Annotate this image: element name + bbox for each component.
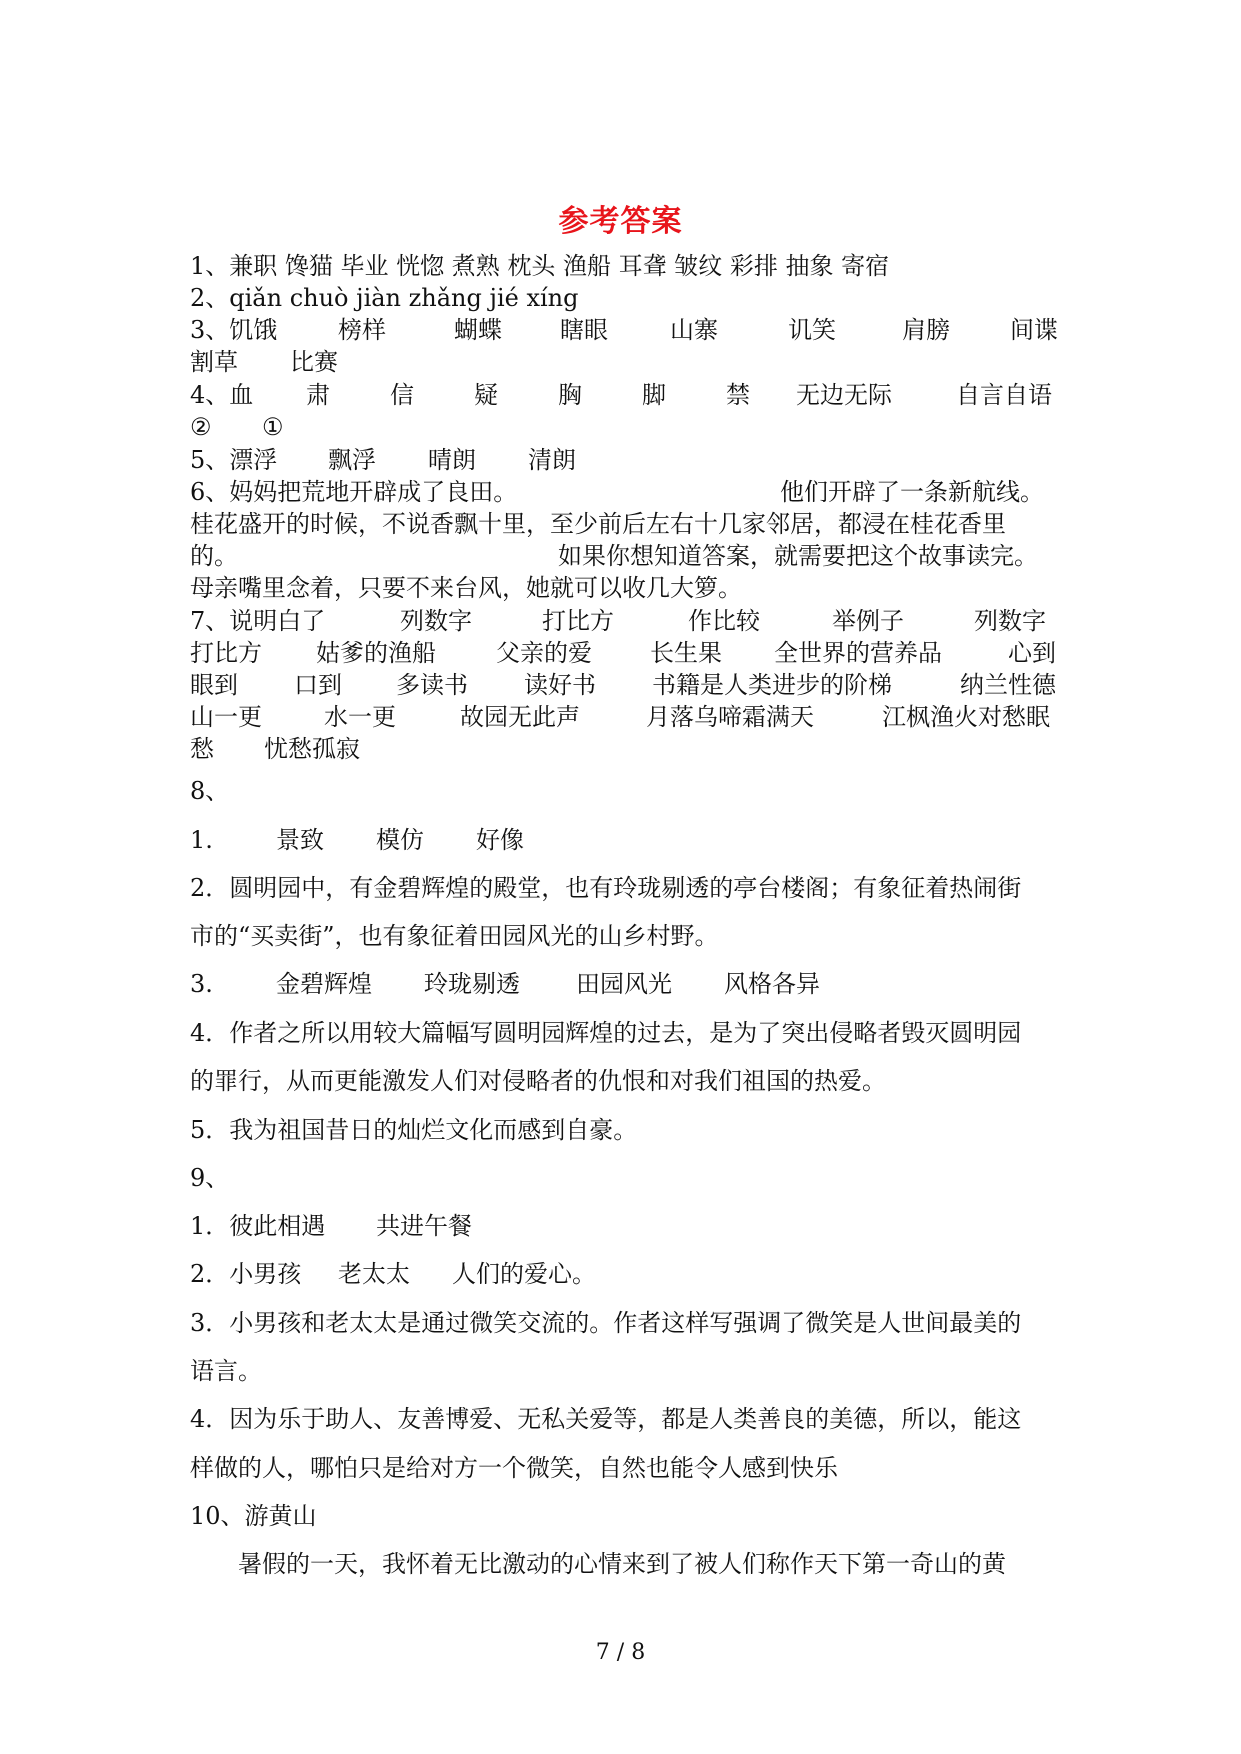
- term: 无边无际: [796, 381, 892, 409]
- term: 信: [390, 381, 414, 409]
- term: 月落乌啼霜满天: [646, 703, 814, 731]
- answer-8-4-line2: 的罪行，从而更能激发人们对侵略者的仇恨和对我们祖国的热爱。: [190, 1067, 886, 1095]
- answer-8-2-line2: 市的“买卖街”，也有象征着田园风光的山乡村野。: [190, 922, 719, 950]
- answer-10-heading: 10、游黄山: [190, 1502, 317, 1530]
- term: 肃: [306, 381, 330, 409]
- term: 打比方: [190, 639, 262, 667]
- answer-1: 1、兼职 馋猫 毕业 恍惚 煮熟 枕头 渔船 耳聋 皱纹 彩排 抽象 寄宿: [190, 252, 890, 280]
- term: 清朗: [528, 446, 576, 474]
- term: 心到: [1008, 639, 1056, 667]
- term: 3、饥饿: [190, 316, 278, 344]
- term: 景致: [276, 826, 324, 854]
- term: 口到: [294, 671, 342, 699]
- term: 风格各异: [724, 970, 820, 998]
- term: 眼到: [190, 671, 238, 699]
- term: 瞎眼: [560, 316, 608, 344]
- term: 忧愁孤寂: [264, 735, 360, 763]
- term: ②: [190, 413, 212, 441]
- term: 7、说明白了: [190, 607, 326, 635]
- term: 模仿: [376, 826, 424, 854]
- term: 长生果: [650, 639, 722, 667]
- term: 好像: [476, 826, 524, 854]
- term: ①: [262, 413, 284, 441]
- answer-9-4-line2: 样做的人，哪怕只是给对方一个微笑，自然也能令人感到快乐: [190, 1454, 838, 1482]
- answer-9-3-line2: 语言。: [190, 1357, 262, 1385]
- page-number: 7 / 8: [595, 1640, 646, 1665]
- term: 蝴蝶: [454, 316, 502, 344]
- term: 列数字: [400, 607, 472, 635]
- answer-8-5: 5．我为祖国昔日的灿烂文化而感到自豪。: [190, 1116, 638, 1144]
- answer-2: 2、qiǎn chuò jiàn zhǎng jié xíng: [190, 284, 579, 312]
- term: 姑爹的渔船: [316, 639, 436, 667]
- term: 讥笑: [788, 316, 836, 344]
- term: 飘浮: [328, 446, 376, 474]
- term: 金碧辉煌: [276, 970, 372, 998]
- term: 作比较: [688, 607, 760, 635]
- term: 玲珑剔透: [424, 970, 520, 998]
- term: 2．小男孩: [190, 1260, 302, 1288]
- term: 举例子: [832, 607, 904, 635]
- term: 书籍是人类进步的阶梯: [652, 671, 892, 699]
- answer-8-2-line1: 2．圆明园中，有金碧辉煌的殿堂，也有玲珑剔透的亭台楼阁；有象征着热闹街: [190, 874, 1022, 902]
- term: 共进午餐: [376, 1212, 472, 1240]
- term: 1．彼此相遇: [190, 1212, 326, 1240]
- answer-9-heading: 9、: [190, 1164, 230, 1192]
- answer-8-heading: 8、: [190, 777, 230, 805]
- term: 4、血: [190, 381, 254, 409]
- term: 人们的爱心。: [452, 1260, 596, 1288]
- term: 肩膀: [902, 316, 950, 344]
- item-number: 1.: [190, 826, 213, 854]
- sentence: 6、妈妈把荒地开辟成了良田。: [190, 478, 518, 506]
- term: 多读书: [396, 671, 468, 699]
- answer-9-3-line1: 3．小男孩和老太太是通过微笑交流的。作者这样写强调了微笑是人世间最美的: [190, 1309, 1022, 1337]
- term: 田园风光: [576, 970, 672, 998]
- term: 山寨: [670, 316, 718, 344]
- term: 读好书: [524, 671, 596, 699]
- term: 山一更: [190, 703, 262, 731]
- term: 全世界的营养品: [774, 639, 942, 667]
- term: 禁: [726, 381, 750, 409]
- term: 老太太: [338, 1260, 410, 1288]
- page-title: 参考答案: [558, 204, 683, 239]
- term: 间谍: [1010, 316, 1058, 344]
- answer-8-4-line1: 4．作者之所以用较大篇幅写圆明园辉煌的过去，是为了突出侵略者毁灭圆明园: [190, 1019, 1022, 1047]
- term: 割草: [190, 348, 238, 376]
- term: 列数字: [974, 607, 1046, 635]
- term: 脚: [642, 381, 666, 409]
- answer-9-4-line1: 4．因为乐于助人、友善博爱、无私关爱等，都是人类善良的美德，所以，能这: [190, 1405, 1022, 1433]
- term: 打比方: [542, 607, 614, 635]
- item-number: 3.: [190, 970, 213, 998]
- term: 江枫渔火对愁眠: [882, 703, 1050, 731]
- term: 疑: [474, 381, 498, 409]
- term: 自言自语: [956, 381, 1052, 409]
- sentence: 的。: [190, 542, 238, 570]
- term: 胸: [558, 381, 582, 409]
- term: 故园无此声: [460, 703, 580, 731]
- term: 晴朗: [428, 446, 476, 474]
- answer-6-row4: 母亲嘴里念着，只要不来台风，她就可以收几大箩。: [190, 574, 742, 602]
- term: 水一更: [324, 703, 396, 731]
- term: 父亲的爱: [496, 639, 592, 667]
- sentence: 如果你想知道答案，就需要把这个故事读完。: [558, 542, 1038, 570]
- term: 榜样: [338, 316, 386, 344]
- term: 纳兰性德: [960, 671, 1056, 699]
- sentence: 他们开辟了一条新航线。: [780, 478, 1044, 506]
- term: 愁: [190, 735, 214, 763]
- answer-6-row2: 桂花盛开的时候，不说香飘十里，至少前后左右十几家邻居，都浸在桂花香里: [190, 510, 1006, 538]
- term: 5、漂浮: [190, 446, 278, 474]
- answer-10-paragraph: 暑假的一天，我怀着无比激动的心情来到了被人们称作天下第一奇山的黄: [238, 1550, 1006, 1578]
- term: 比赛: [290, 348, 338, 376]
